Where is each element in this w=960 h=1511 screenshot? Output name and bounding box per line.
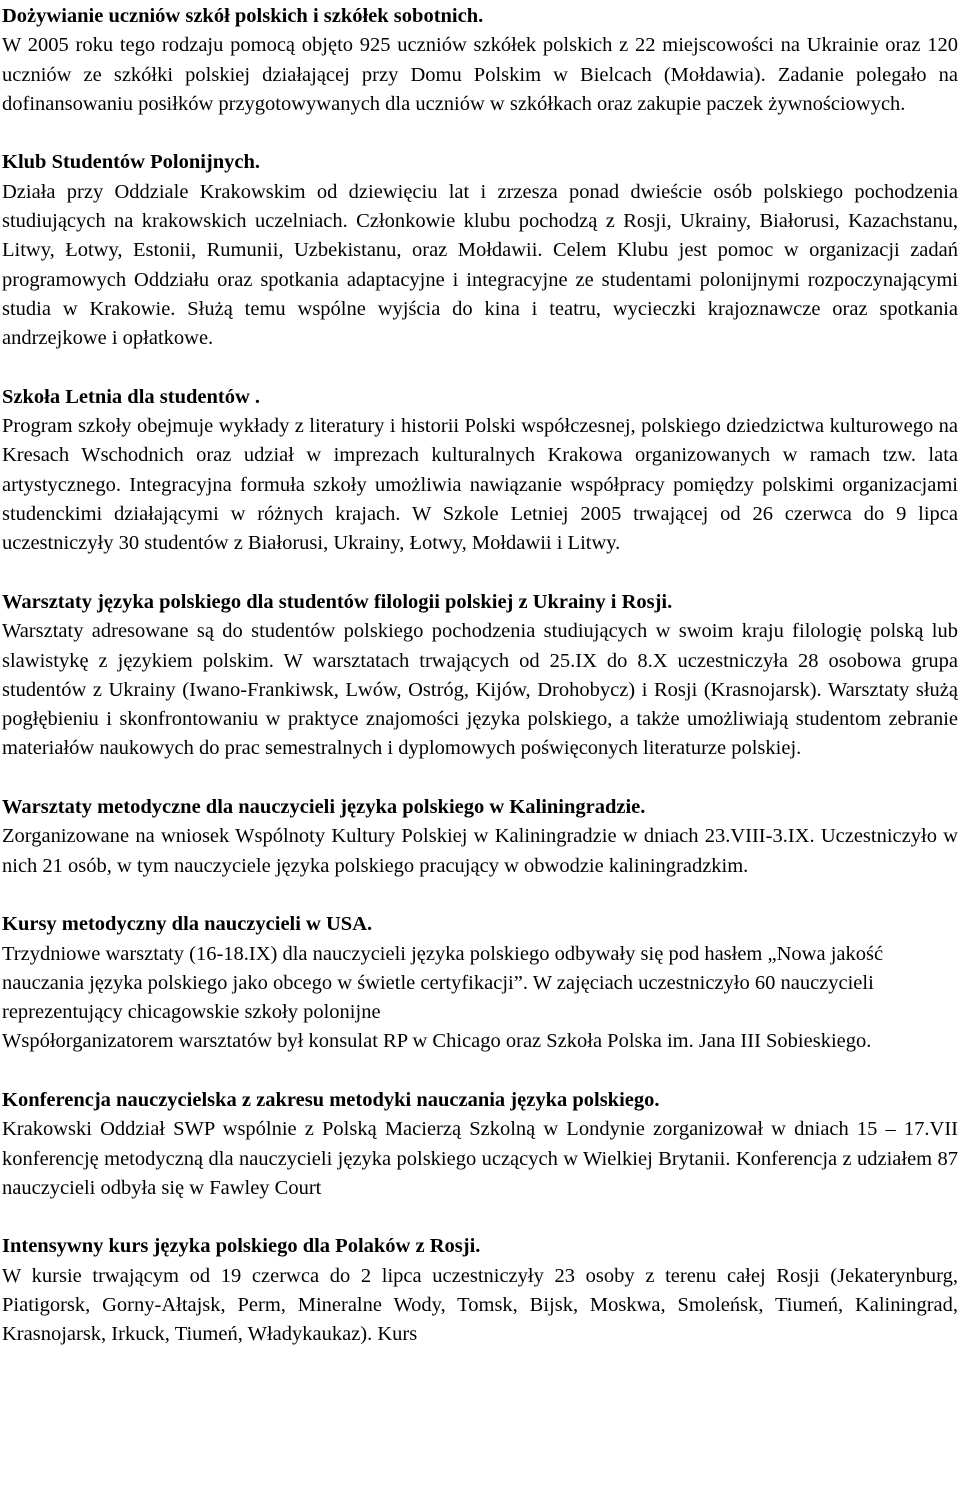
- section-heading: Szkoła Letnia dla studentów .: [2, 385, 261, 408]
- section-philology-workshops: [2, 588, 958, 764]
- section-heading: Kursy metodyczny dla nauczycieli w USA.: [2, 913, 373, 936]
- section-heading: Dożywianie uczniów szkół polskich i szkółek sobotnich.: [2, 5, 484, 27]
- section-heading: Klub Studentów Polonijnych.: [2, 151, 261, 174]
- section-russia-course: [2, 1232, 958, 1349]
- section-paragraph: Warsztaty adresowane są do studentów polskiego pochodzenia studiujących w swoim kraju filologię polską lub slawistykę z językiem polskim. W warsztatach trwających od 25.IX do 8.X uczestniczyła 28 osobowa grupa studentów z Ukrainy (Iwano-Frankiwsk, Lwów, Ostróg, Kijów, Drohobycz) i Rosji (Krasnojarsk). Warsztaty służą pogłębieniu i skonfrontowaniu w praktyce znajomości języka polskiego, a także umożliwiają studentom zebranie materiałów naukowych do prac semestralnych i dyplomowych poświęconych literaturze polskiej.: [2, 620, 958, 760]
- section-heading: Warsztaty metodyczne dla nauczycieli języka polskiego w Kaliningradzie.: [2, 796, 646, 819]
- section-summer-school: [2, 383, 958, 559]
- section-paragraph: Współorganizatorem warsztatów był konsulat RP w Chicago oraz Szkoła Polska im. Jana III Sobieskiego.: [2, 1030, 872, 1053]
- section-paragraph: Zorganizowane na wniosek Wspólnoty Kultury Polskiej w Kaliningradzie w dniach 23.VIII-3.IX. Uczestniczyło w nich 21 osób, w tym nauczyciele języka polskiego pracujący w obwodzie kaliningradzkim.: [2, 825, 958, 877]
- section-usa-course: [2, 910, 958, 1056]
- section-heading: Konferencja nauczycielska z zakresu metodyki nauczania języka polskiego.: [2, 1088, 660, 1111]
- section-heading: Intensywny kurs języka polskiego dla Polaków z Rosji.: [2, 1235, 481, 1258]
- section-paragraph: Krakowski Oddział SWP wspólnie z Polską Macierzą Szkolną w Londynie zorganizował w dniach 15 – 17.VII konferencję metodyczną dla nauczycieli języka polskiego uczących w Wielkiej Brytanii. Konferencja z udziałem 87 nauczycieli odbyła się w Fawley Court: [2, 1118, 958, 1199]
- section-paragraph: W 2005 roku tego rodzaju pomocą objęto 925 uczniów szkółek polskich z 22 miejscowości na Ukrainie oraz 120 uczniów ze szkółki polskiej działającej przy Domu Polskim w Bielcach (Mołdawia). Zadanie polegało na dofinansowaniu posiłków przygotowywanych dla uczniów w szkółkach oraz zakupie paczek żywnościowych.: [2, 34, 958, 115]
- section-paragraph: W kursie trwającym od 19 czerwca do 2 lipca uczestniczyły 23 osoby z terenu całej Rosji (Jekaterynburg, Piatigorsk, Gorny-Ałtajsk, Perm, Mineralne Wody, Tomsk, Bijsk, Moskwa, Smoleńsk, Tiumeń, Kaliningrad, Krasnojarsk, Irkuck, Tiumeń, Władykaukaz). Kurs: [2, 1264, 958, 1346]
- section-teacher-conference: [2, 1086, 958, 1203]
- section-kaliningrad-workshops: [2, 793, 958, 881]
- section-paragraph: Działa przy Oddziale Krakowskim od dziewięciu lat i zrzesza ponad dwieście osób polskiego pochodzenia studiujących na krakowskich uczelniach. Członkowie klubu pochodzą z Rosji, Ukrainy, Białorusi, Kazachstanu, Litwy, Łotwy, Estonii, Rumunii, Uzbekistanu, oraz Mołdawii. Celem Klubu jest pomoc w organizacji zadań programowych Oddziału oraz spotkania adaptacyjne i integracyjne ze studentami polonijnymi rozpoczynającymi studia w Krakowie. Służą temu wspólne wyjścia do kina i teatru, wycieczki krajoznawcze oraz spotkania andrzejkowe i opłatkowe.: [2, 180, 958, 350]
- section-student-club: [2, 148, 958, 353]
- section-paragraph: Trzydniowe warsztaty (16-18.IX) dla nauczycieli języka polskiego odbywały się pod hasłem „Nowa jakość nauczania języka polskiego jako obcego w świetle certyfikacji”. W zajęciach uczestniczyło 60 nauczycieli reprezentujący chicagowskie szkoły polonijne: [2, 942, 884, 1024]
- section-school-meals: [2, 2, 958, 119]
- section-heading: Warsztaty języka polskiego dla studentów filologii polskiej z Ukrainy i Rosji.: [2, 590, 673, 613]
- section-paragraph: Program szkoły obejmuje wykłady z literatury i historii Polski współczesnej, polskiego dziedzictwa kulturowego na Kresach Wschodnich oraz udział w imprezach kulturalnych Krakowa organizowanych w ramach tzw. lata artystycznego. Integracyjna formuła szkoły umożliwia nawiązanie współpracy pomiędzy polskimi organizacjami studenckimi działającymi w różnych krajach. W Szkole Letniej 2005 trwającej od 26 czerwca do 9 lipca uczestniczyły 30 studentów z Białorusi, Ukrainy, Łotwy, Mołdawii i Litwy.: [2, 415, 958, 555]
